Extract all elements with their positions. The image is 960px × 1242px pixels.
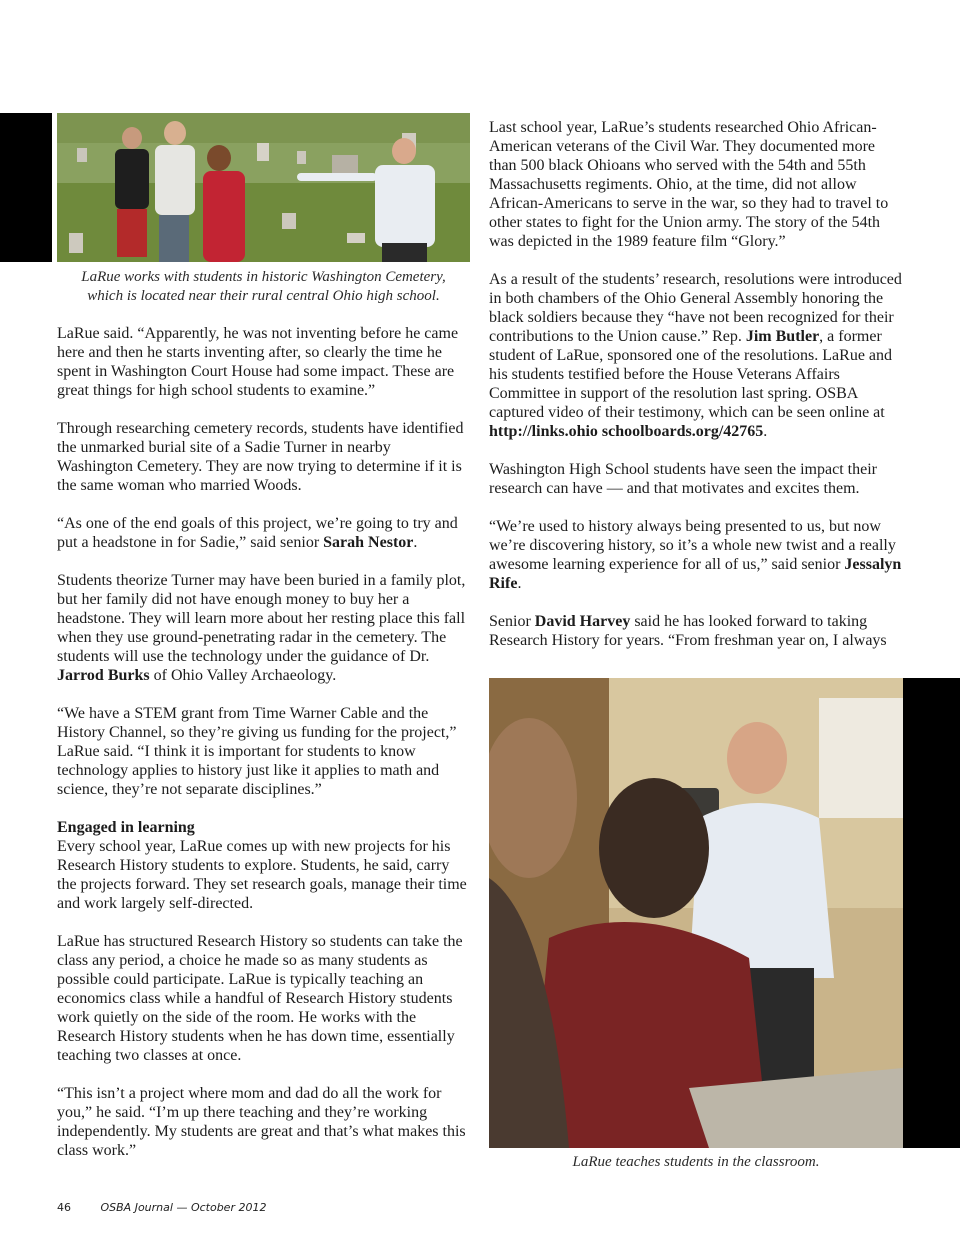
right-paragraph: Senior David Harvey said he has looked forward to taking Research History for years. “From freshman year on, I always (489, 613, 887, 649)
caption-line-1: LaRue works with students in historic Washington Cemetery, (81, 269, 446, 285)
left-paragraph: Through researching cemetery records, students have identified the unmarked burial site of a Sadie Turner in nearby Washington Cemetery. They are now trying to determine if it is the same woman who married Woods. (57, 420, 464, 494)
section-subhead: Engaged in learning (57, 819, 195, 836)
classroom-photo-caption: LaRue teaches students in the classroom. (572, 1154, 820, 1170)
person-name: Jarrod Burks (57, 667, 150, 684)
left-paragraph: LaRue said. “Apparently, he was not inventing before he came here and then he starts inventing after, so clearly the time he spent in Washington Court House had some impact. These are great things for high school students to examine.” (57, 325, 459, 399)
caption-line-2: which is located near their rural central Ohio high school. (87, 288, 440, 304)
left-paragraph: LaRue has structured Research History so students can take the class any period, a choice he made so as many students as possible could participate. LaRue is typically teaching an economics class while a handful of Research History students work quietly on the side of the room. He works with the Research History students when he has down time, essentially teaching two classes at once. (57, 933, 463, 1064)
left-article-column (57, 324, 470, 1160)
classroom-photo (489, 678, 903, 1148)
right-paragraph: Last school year, LaRue’s students researched Ohio African-American veterans of the Civil War. They documented more than 500 black Ohioans who served with the 54th and 55th Massachusetts regiments. Ohio, at the time, did not allow African-Americans to serve in the war, so they had to travel to other states to fight for the Union army. The story of the 54th was depicted in the 1989 feature film “Glory.” (489, 119, 889, 250)
right-paragraph: As a result of the students’ research, resolutions were introduced in both chambers of the Ohio General Assembly honoring the black soldiers because they “have not been recognized for their contributions to the Union cause.” Rep. Jim Butler, a former student of LaRue, sponsored one of the resolutions. LaRue and his students testified before the House Veterans Affairs Committee in support of the resolution last spring. OSBA captured video of their testimony, which can be seen online at http://links.ohio schoolboards.org/42765. (489, 271, 902, 440)
right-black-bar (903, 678, 960, 1148)
person-name: Jim Butler (745, 328, 820, 345)
left-black-bar (0, 113, 52, 262)
person-name: David Harvey (534, 613, 631, 630)
person-name: Sarah Nestor (323, 534, 414, 551)
right-article-column (489, 118, 903, 650)
video-link[interactable]: http://links.ohio schoolboards.org/42765 (489, 423, 764, 440)
left-paragraph: “We have a STEM grant from Time Warner Cable and the History Channel, so they’re giving us funding for the project,” LaRue said. “I think it is important for students to know technology applies to history just like it applies to math and science, they’re not separate disciplines.” (57, 705, 457, 798)
left-paragraph: Engaged in learning Every school year, LaRue comes up with new projects for his Research History students to explore. Students, he said, carry the projects forward. They set research goals, manage their time and work largely self-directed. (57, 818, 470, 913)
person-name: Jessalyn Rife (489, 556, 902, 592)
left-paragraph: Students theorize Turner may have been buried in a family plot, but her family did not have enough money to buy her a headstone. They will learn more about her resting place this fall when they use ground-penetrating radar in the cemetery. The students will use the technology under the guidance of Dr. Jarrod Burks of Ohio Valley Archaeology. (57, 572, 466, 684)
journal-title: OSBA Journal — October 2012 (100, 1201, 267, 1214)
left-paragraph: “This isn’t a project where mom and dad do all the work for you,” he said. “I’m up there teaching and they’re working independently. My students are great and that’s what makes this class work.” (57, 1085, 466, 1159)
page-number: 46 (57, 1201, 71, 1214)
left-paragraph: “As one of the end goals of this project, we’re going to try and put a headstone in for Sadie,” said senior Sarah Nestor. (57, 515, 458, 551)
cemetery-photo-caption (57, 268, 470, 306)
cemetery-photo (57, 113, 470, 262)
right-paragraph: Washington High School students have seen the impact their research can have — and that motivates and excites them. (489, 461, 877, 497)
page-footer (57, 1201, 266, 1214)
right-paragraph: “We’re used to history always being presented to us, but now we’re discovering history, so it’s a whole new twist and a really awesome learning experience for all of us,” said senior Jessalyn Rife. (489, 518, 902, 592)
